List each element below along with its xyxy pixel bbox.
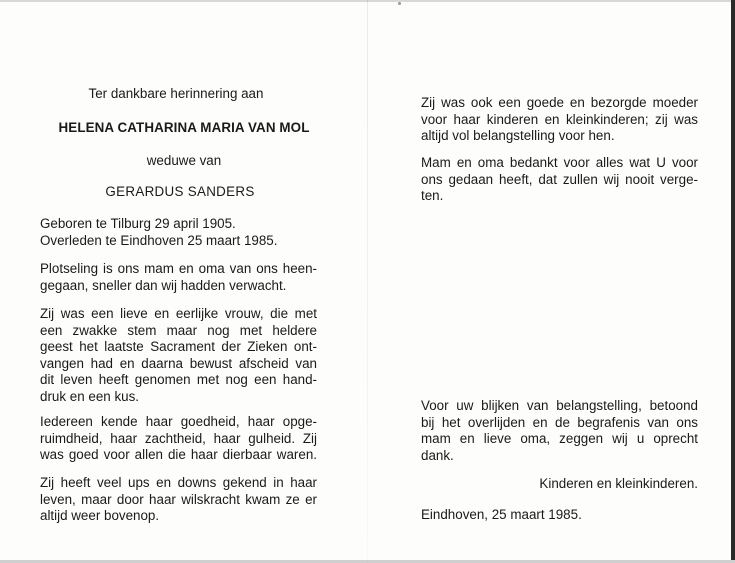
paragraph-character: [40, 306, 317, 405]
dates-block: [40, 216, 328, 249]
paragraph-gratitude: [421, 398, 698, 464]
text-line: Zij was ook een goede en bezorgde moeder: [421, 95, 698, 110]
place-date-line: Eindhoven, 25 maart 1985.: [421, 507, 582, 522]
paragraph-mother: [421, 95, 698, 145]
text-line: gegaan, sneller dan wij hadden verwacht.: [40, 277, 287, 293]
death-line: Overleden te Eindhoven 25 maart 1985.: [40, 232, 278, 248]
text-line: dit leven heeft genomen met nog een hand-: [40, 372, 317, 387]
text-line: geest het laatste Sacrament der Zieken ont-: [40, 339, 317, 354]
paragraph-thanks: [421, 155, 698, 205]
text-line: Zij heeft veel ups en downs gekend in haar: [40, 475, 317, 490]
text-line: Voor uw blijken van belangstelling, betoond: [421, 398, 698, 413]
paragraph-sudden: [40, 261, 317, 294]
text-line: Plotseling is ons mam en oma van ons heen-: [40, 261, 317, 276]
text-line: leven, maar door haar wilskracht kwam ze er: [40, 491, 317, 507]
husband-name: GERARDUS SANDERS: [105, 184, 255, 199]
scan-speck: [398, 2, 401, 5]
text-line: Zij was een lieve en eerlijke vrouw, die met: [40, 306, 317, 321]
text-line: was goed voor allen die haar dierbaar waren.: [40, 447, 317, 462]
intro-line: Ter dankbare herinnering aan: [88, 86, 264, 101]
widow-of-line: weduwe van: [146, 153, 222, 168]
paragraph-resilience: [40, 475, 317, 525]
signature-line: Kinderen en kleinkinderen.: [539, 476, 698, 491]
text-line: altijd vol belangstelling voor hen.: [421, 128, 615, 143]
text-line: ruimdheid, haar zachtheid, haar gulheid. Zij: [40, 430, 317, 446]
text-line: druk en een kus.: [40, 388, 140, 404]
deceased-name: HELENA CATHARINA MARIA VAN MOL: [58, 120, 310, 135]
text-line: ons gedaan heeft, dat zullen wij nooit verge-: [421, 171, 698, 187]
text-line: mam en lieve oma, zeggen wij u oprecht: [421, 431, 698, 446]
card-fold-line: [367, 0, 368, 563]
text-line: dank.: [421, 447, 454, 463]
text-line: Mam en oma bedankt voor alles wat U voor: [421, 155, 698, 170]
card-right-edge: [731, 0, 735, 563]
text-line: voor haar kinderen en kleinkinderen; zij was: [421, 111, 698, 127]
text-line: vangen had en daarna bewust afscheid van: [40, 355, 317, 371]
text-line: ten.: [421, 188, 444, 203]
text-line: bij het overlijden en de begrafenis van ons: [421, 414, 698, 430]
paragraph-kindness: [40, 414, 317, 464]
text-line: Iedereen kende haar goedheid, haar opge-: [40, 414, 317, 429]
text-line: een zwakke stem maar nog met heldere: [40, 322, 317, 338]
text-line: altijd weer bovenop.: [40, 508, 160, 523]
birth-line: Geboren te Tilburg 29 april 1905.: [40, 216, 236, 231]
